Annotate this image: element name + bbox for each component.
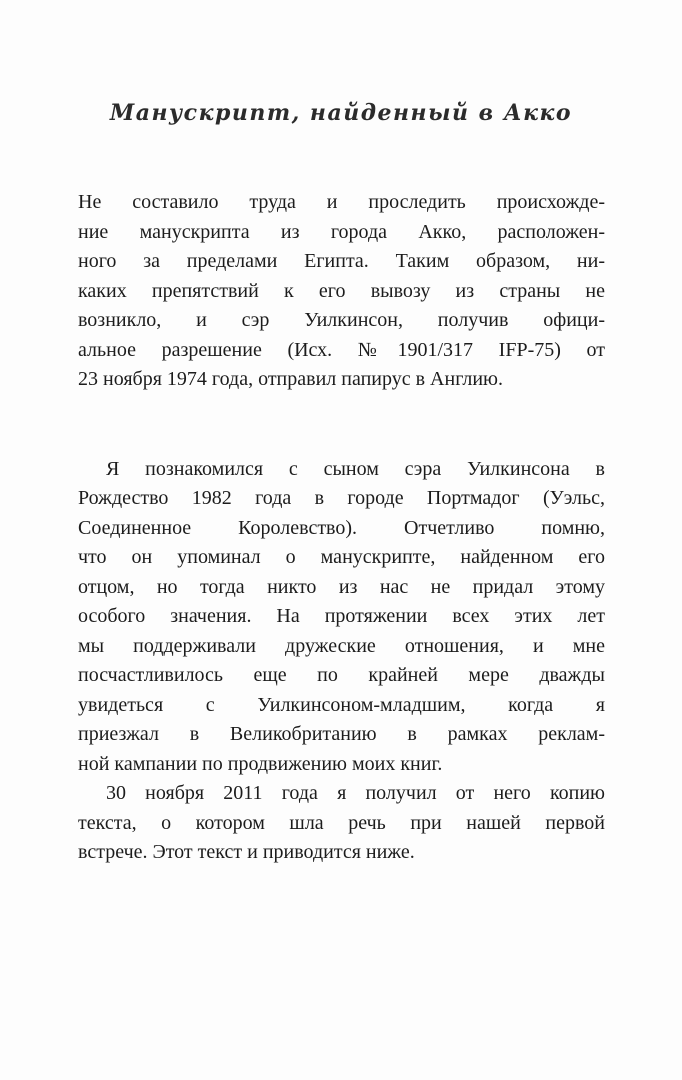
text-line: каких препятствий к его вывозу из страны не [78, 279, 605, 302]
text-line: альное разрешение (Исх. №1901/317 IFP-75) от [78, 338, 605, 361]
text-line: ного за пределами Египта. Таким образом, ни- [78, 250, 605, 272]
text-line: 30 ноября 2011 года я получил от него копию [106, 782, 605, 804]
paragraph [78, 188, 605, 395]
text-line: посчастливилось еще по крайней мере дважды [78, 664, 605, 686]
text-line: Рождество 1982 года в городе Портмадог (Уэльс, [78, 487, 605, 509]
text-line: приезжал в Великобританию в рамках реклам- [78, 723, 605, 745]
text-line: отцом, но тогда никто из нас не придал этому [78, 575, 605, 598]
paragraph [78, 779, 605, 868]
text-line: ние манускрипта из города Акко, расположен- [78, 220, 605, 243]
text-line: особого значения. На протяжении всех этих лет [78, 605, 605, 627]
running-head: Манускрипт, найденный в Акко [109, 100, 573, 126]
text-line: возникло, и сэр Уилкинсон, получив офици- [78, 309, 605, 331]
text-line: Соединенное Королевство). Отчетливо помню, [78, 516, 605, 539]
text-line: что он упоминал о манускрипте, найденном его [78, 546, 605, 568]
text-line: 23 ноября 1974 года, отправил папирус в Англию. [78, 368, 503, 390]
text-block [78, 188, 605, 868]
text-line: Я познакомился с сыном сэра Уилкинсона в [106, 457, 605, 480]
text-line: встрече. Этот текст и приводится ниже. [78, 841, 415, 863]
text-line: увидеться с Уилкинсоном-младшим, когда я [78, 693, 605, 716]
text-line: текста, о котором шла речь при нашей первой [78, 811, 605, 834]
text-line: мы поддерживали дружеские отношения, и мне [78, 634, 605, 657]
text-line: Не составило труда и проследить происхожде- [78, 191, 605, 213]
paragraph [78, 455, 605, 780]
text-line: ной кампании по продвижению моих книг. [78, 752, 443, 775]
